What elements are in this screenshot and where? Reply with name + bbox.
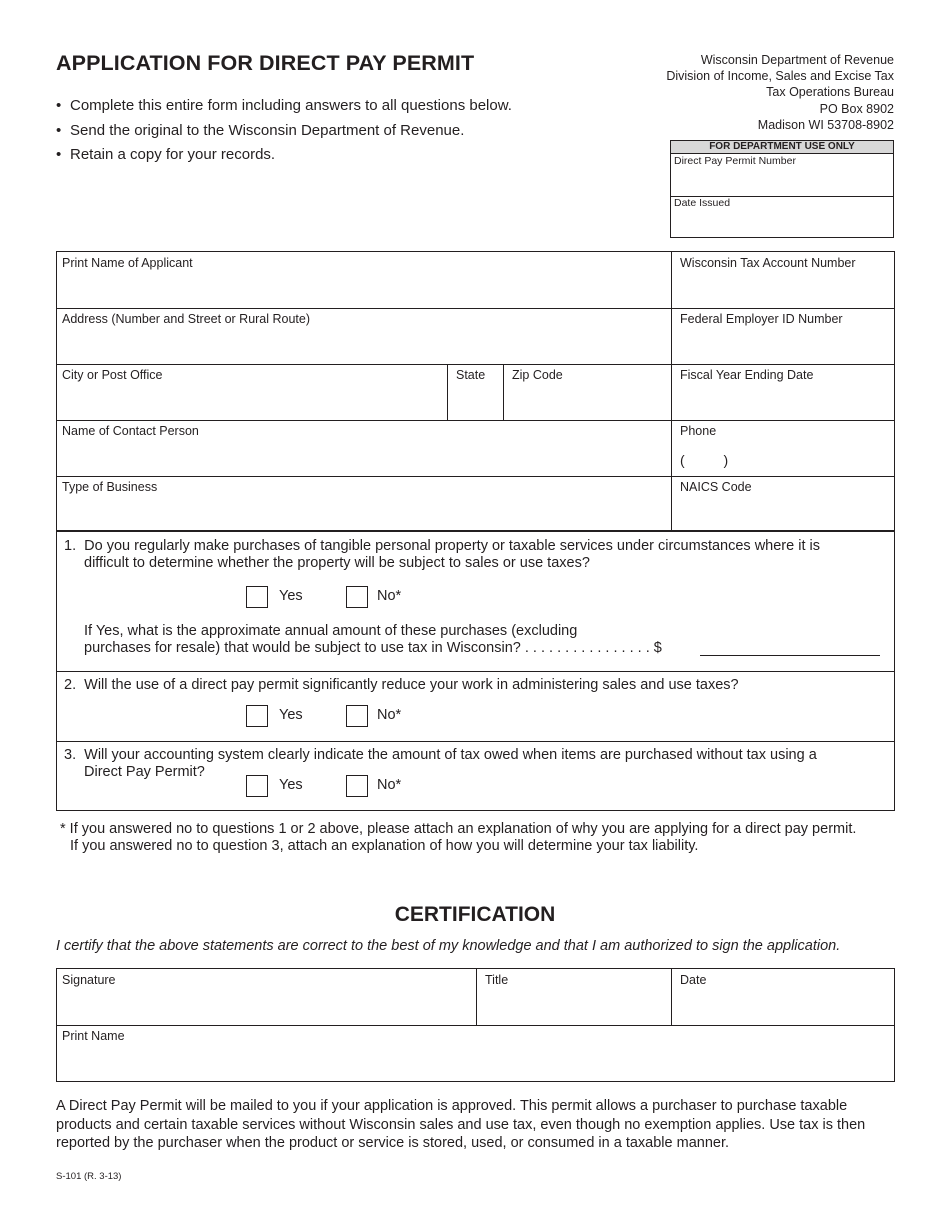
question-1-followup: If Yes, what is the approximate annual amount of these purchases (excluding (84, 623, 578, 639)
divider (57, 741, 894, 742)
question-1-text: 1. Do you regularly make purchases of tangible personal property or taxable services under circumstances where it is (64, 538, 820, 554)
form-number: S-101 (R. 3-13) (56, 1171, 122, 1182)
fiscal-year-field[interactable]: Fiscal Year Ending Date (680, 368, 814, 382)
q1-yes-label: Yes (279, 588, 303, 604)
zip-code-field[interactable]: Zip Code (512, 368, 563, 382)
date-field[interactable]: Date (680, 973, 707, 987)
mailing-address (666, 52, 894, 133)
certification-heading: CERTIFICATION (394, 903, 556, 926)
note-line: If you answered no to question 3, attach an explanation of how you will determine your tax liability. (70, 838, 699, 854)
q2-yes-checkbox[interactable] (246, 705, 268, 727)
address-line: Madison WI 53708-8902 (757, 117, 894, 132)
page-title: APPLICATION FOR DIRECT PAY PERMIT (56, 51, 475, 75)
instruction-text: Send the original to the Wisconsin Department of Revenue. (70, 121, 465, 139)
q2-no-checkbox[interactable] (346, 705, 368, 727)
instruction-list (56, 96, 512, 170)
address-line: PO Box 8902 (819, 101, 894, 116)
question-3-text-cont: Direct Pay Permit? (84, 764, 205, 780)
divider (57, 1025, 894, 1026)
question-1-followup-cont: purchases for resale) that would be subject to use tax in Wisconsin? . . . . . . . . . . . . . . . . $ (84, 640, 662, 656)
title-field[interactable]: Title (485, 973, 509, 987)
date-issued-label: Date Issued (674, 197, 731, 209)
note-line: * If you answered no to questions 1 or 2 above, please attach an explanation of why you are applying for a direct pay permit. (60, 821, 857, 837)
divider (57, 476, 894, 477)
divider (503, 364, 504, 420)
divider (476, 969, 477, 1025)
contact-person-field[interactable]: Name of Contact Person (62, 424, 199, 438)
divider (447, 364, 448, 420)
application-form (56, 251, 895, 811)
address-line: Wisconsin Department of Revenue (700, 53, 894, 67)
department-use-heading: FOR DEPARTMENT USE ONLY (671, 141, 893, 154)
state-field[interactable]: State (456, 368, 486, 382)
q1-no-checkbox[interactable] (346, 586, 368, 608)
wi-tax-account-field[interactable]: Wisconsin Tax Account Number (680, 256, 856, 270)
phone-field[interactable]: Phone (680, 424, 717, 438)
phone-area-code: ( ) (680, 452, 729, 468)
divider (671, 252, 672, 531)
q3-no-label: No* (377, 777, 402, 793)
q1-no-label: No* (377, 588, 402, 604)
instruction-item: • Send the original to the Wisconsin Department of Revenue. (56, 121, 465, 139)
address-field[interactable]: Address (Number and Street or Rural Route) (62, 312, 311, 326)
instruction-text: Retain a copy for your records. (70, 146, 276, 163)
q2-no-label: No* (377, 707, 402, 723)
city-field[interactable]: City or Post Office (62, 368, 163, 382)
no-answer-note (60, 821, 856, 855)
signature-block (56, 968, 895, 1082)
question-3-text: 3. Will your accounting system clearly indicate the amount of tax owed when items are purchased without tax using a (64, 747, 817, 763)
certification-statement: I certify that the above statements are correct to the best of my knowledge and that I am authorized to sign the application. (56, 938, 841, 954)
q3-no-checkbox[interactable] (346, 775, 368, 797)
instruction-text: Complete this entire form including answers to all questions below. (70, 97, 512, 114)
divider (57, 308, 894, 309)
business-type-field[interactable]: Type of Business (62, 480, 158, 494)
footer-paragraph: A Direct Pay Permit will be mailed to you if your application is approved. This permit allows a purchaser to purchase taxable products and certain taxable services without Wisconsin sales and use tax, even though no exemption applies. Use tax is then reported by the purchaser when the product or service is stored, used, or consumed in a taxable manner. (56, 1098, 866, 1151)
print-name-field[interactable]: Print Name (62, 1029, 125, 1043)
instruction-item: • Complete this entire form including answers to all questions below. (56, 97, 512, 114)
divider (57, 671, 894, 672)
q2-yes-label: Yes (279, 707, 303, 723)
instruction-item: • Retain a copy for your records. (56, 146, 276, 163)
divider (57, 420, 894, 421)
signature-field[interactable]: Signature (62, 973, 116, 987)
divider (671, 969, 672, 1025)
q1-yes-checkbox[interactable] (246, 586, 268, 608)
permit-number-label: Direct Pay Permit Number (674, 155, 796, 167)
annual-amount-input[interactable] (700, 655, 880, 656)
q3-yes-label: Yes (279, 777, 303, 793)
address-line: Division of Income, Sales and Excise Tax (666, 69, 894, 84)
applicant-name-field[interactable]: Print Name of Applicant (62, 256, 193, 270)
q3-yes-checkbox[interactable] (246, 775, 268, 797)
fein-field[interactable]: Federal Employer ID Number (680, 312, 843, 326)
address-line: Tax Operations Bureau (766, 85, 894, 100)
question-2-text: 2. Will the use of a direct pay permit significantly reduce your work in administering sales and use taxes? (64, 677, 739, 693)
question-1-text-cont: difficult to determine whether the property will be subject to sales or use taxes? (84, 555, 590, 571)
naics-code-field[interactable]: NAICS Code (680, 480, 752, 494)
department-use-box (670, 140, 894, 238)
divider (57, 530, 894, 532)
divider (57, 364, 894, 365)
